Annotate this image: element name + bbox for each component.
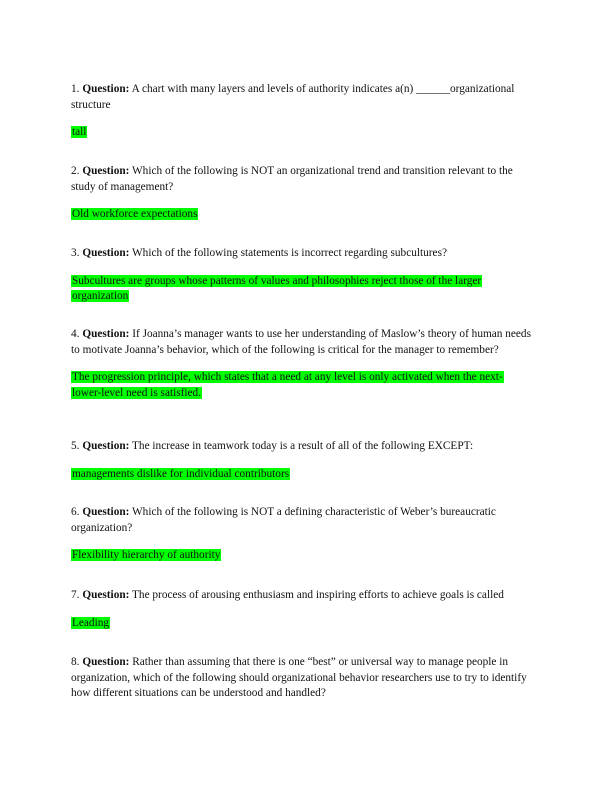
question-body: If Joanna’s manager wants to use her understanding of Maslow’s theory of human needs to motivate Joanna’s behavior, which of the following is critical for the manager to remember?	[71, 328, 531, 356]
question-body: A chart with many layers and levels of authority indicates a(n) ______organizational structure	[71, 83, 515, 111]
question-text	[71, 655, 531, 702]
question-label: Question:	[82, 328, 130, 340]
highlighted-answer: Subcultures are groups whose patterns of values and philosophies reject those of the larger organization	[72, 274, 482, 302]
question-text	[71, 164, 531, 195]
question-body: Which of the following is NOT an organizational trend and transition relevant to the study of management?	[71, 165, 513, 193]
question-number: 4.	[71, 328, 80, 340]
answer-line	[71, 616, 531, 632]
highlighted-answer: The progression principle, which states that a need at any level is only activated when the next-lower-level need is satisfied.	[72, 371, 503, 399]
question-body: Which of the following statements is incorrect regarding subcultures?	[132, 247, 447, 259]
question-number: 3.	[71, 247, 80, 259]
question-text	[71, 588, 531, 604]
question-label: Question:	[82, 165, 130, 177]
answer-line	[71, 207, 531, 223]
question-text	[71, 327, 531, 358]
answer-line	[71, 370, 531, 401]
question-block-8	[71, 655, 531, 702]
question-text	[71, 439, 531, 455]
question-text	[71, 246, 531, 262]
answer-line	[71, 125, 531, 141]
question-number: 8.	[71, 656, 80, 668]
highlighted-answer: Leading	[72, 616, 110, 629]
question-label: Question:	[82, 247, 130, 259]
answer-line	[71, 274, 531, 305]
answer-line	[71, 548, 531, 564]
question-block-3	[71, 246, 531, 305]
question-text	[71, 82, 531, 113]
question-body: The process of arousing enthusiasm and inspiring efforts to achieve goals is called	[132, 589, 504, 601]
question-number: 6.	[71, 506, 80, 518]
highlighted-answer: tall	[72, 126, 87, 138]
question-block-5	[71, 439, 531, 482]
question-label: Question:	[82, 589, 130, 601]
question-label: Question:	[82, 83, 130, 95]
question-block-7	[71, 588, 531, 631]
question-text	[71, 505, 531, 536]
question-block-1	[71, 82, 531, 141]
question-number: 7.	[71, 589, 80, 601]
question-body: Rather than assuming that there is one “best” or universal way to manage people in organization, which of the following should organizational behavior researchers use to try to identify how different situations can be understood and handled?	[71, 656, 527, 699]
highlighted-answer: managements dislike for individual contributors	[72, 467, 290, 480]
question-body: Which of the following is NOT a defining characteristic of Weber’s bureaucratic organization?	[71, 506, 496, 534]
answer-line	[71, 467, 531, 483]
question-block-4	[71, 327, 531, 401]
question-number: 1.	[71, 83, 80, 95]
question-number: 2.	[71, 165, 80, 177]
question-label: Question:	[82, 440, 130, 452]
highlighted-answer: Old workforce expectations	[72, 208, 198, 220]
question-label: Question:	[82, 506, 130, 518]
question-label: Question:	[82, 656, 130, 668]
question-block-6	[71, 505, 531, 564]
question-block-2	[71, 164, 531, 223]
highlighted-answer: Flexibility hierarchy of authority	[72, 549, 221, 561]
question-body: The increase in teamwork today is a result of all of the following EXCEPT:	[132, 440, 474, 452]
question-number: 5.	[71, 440, 80, 452]
